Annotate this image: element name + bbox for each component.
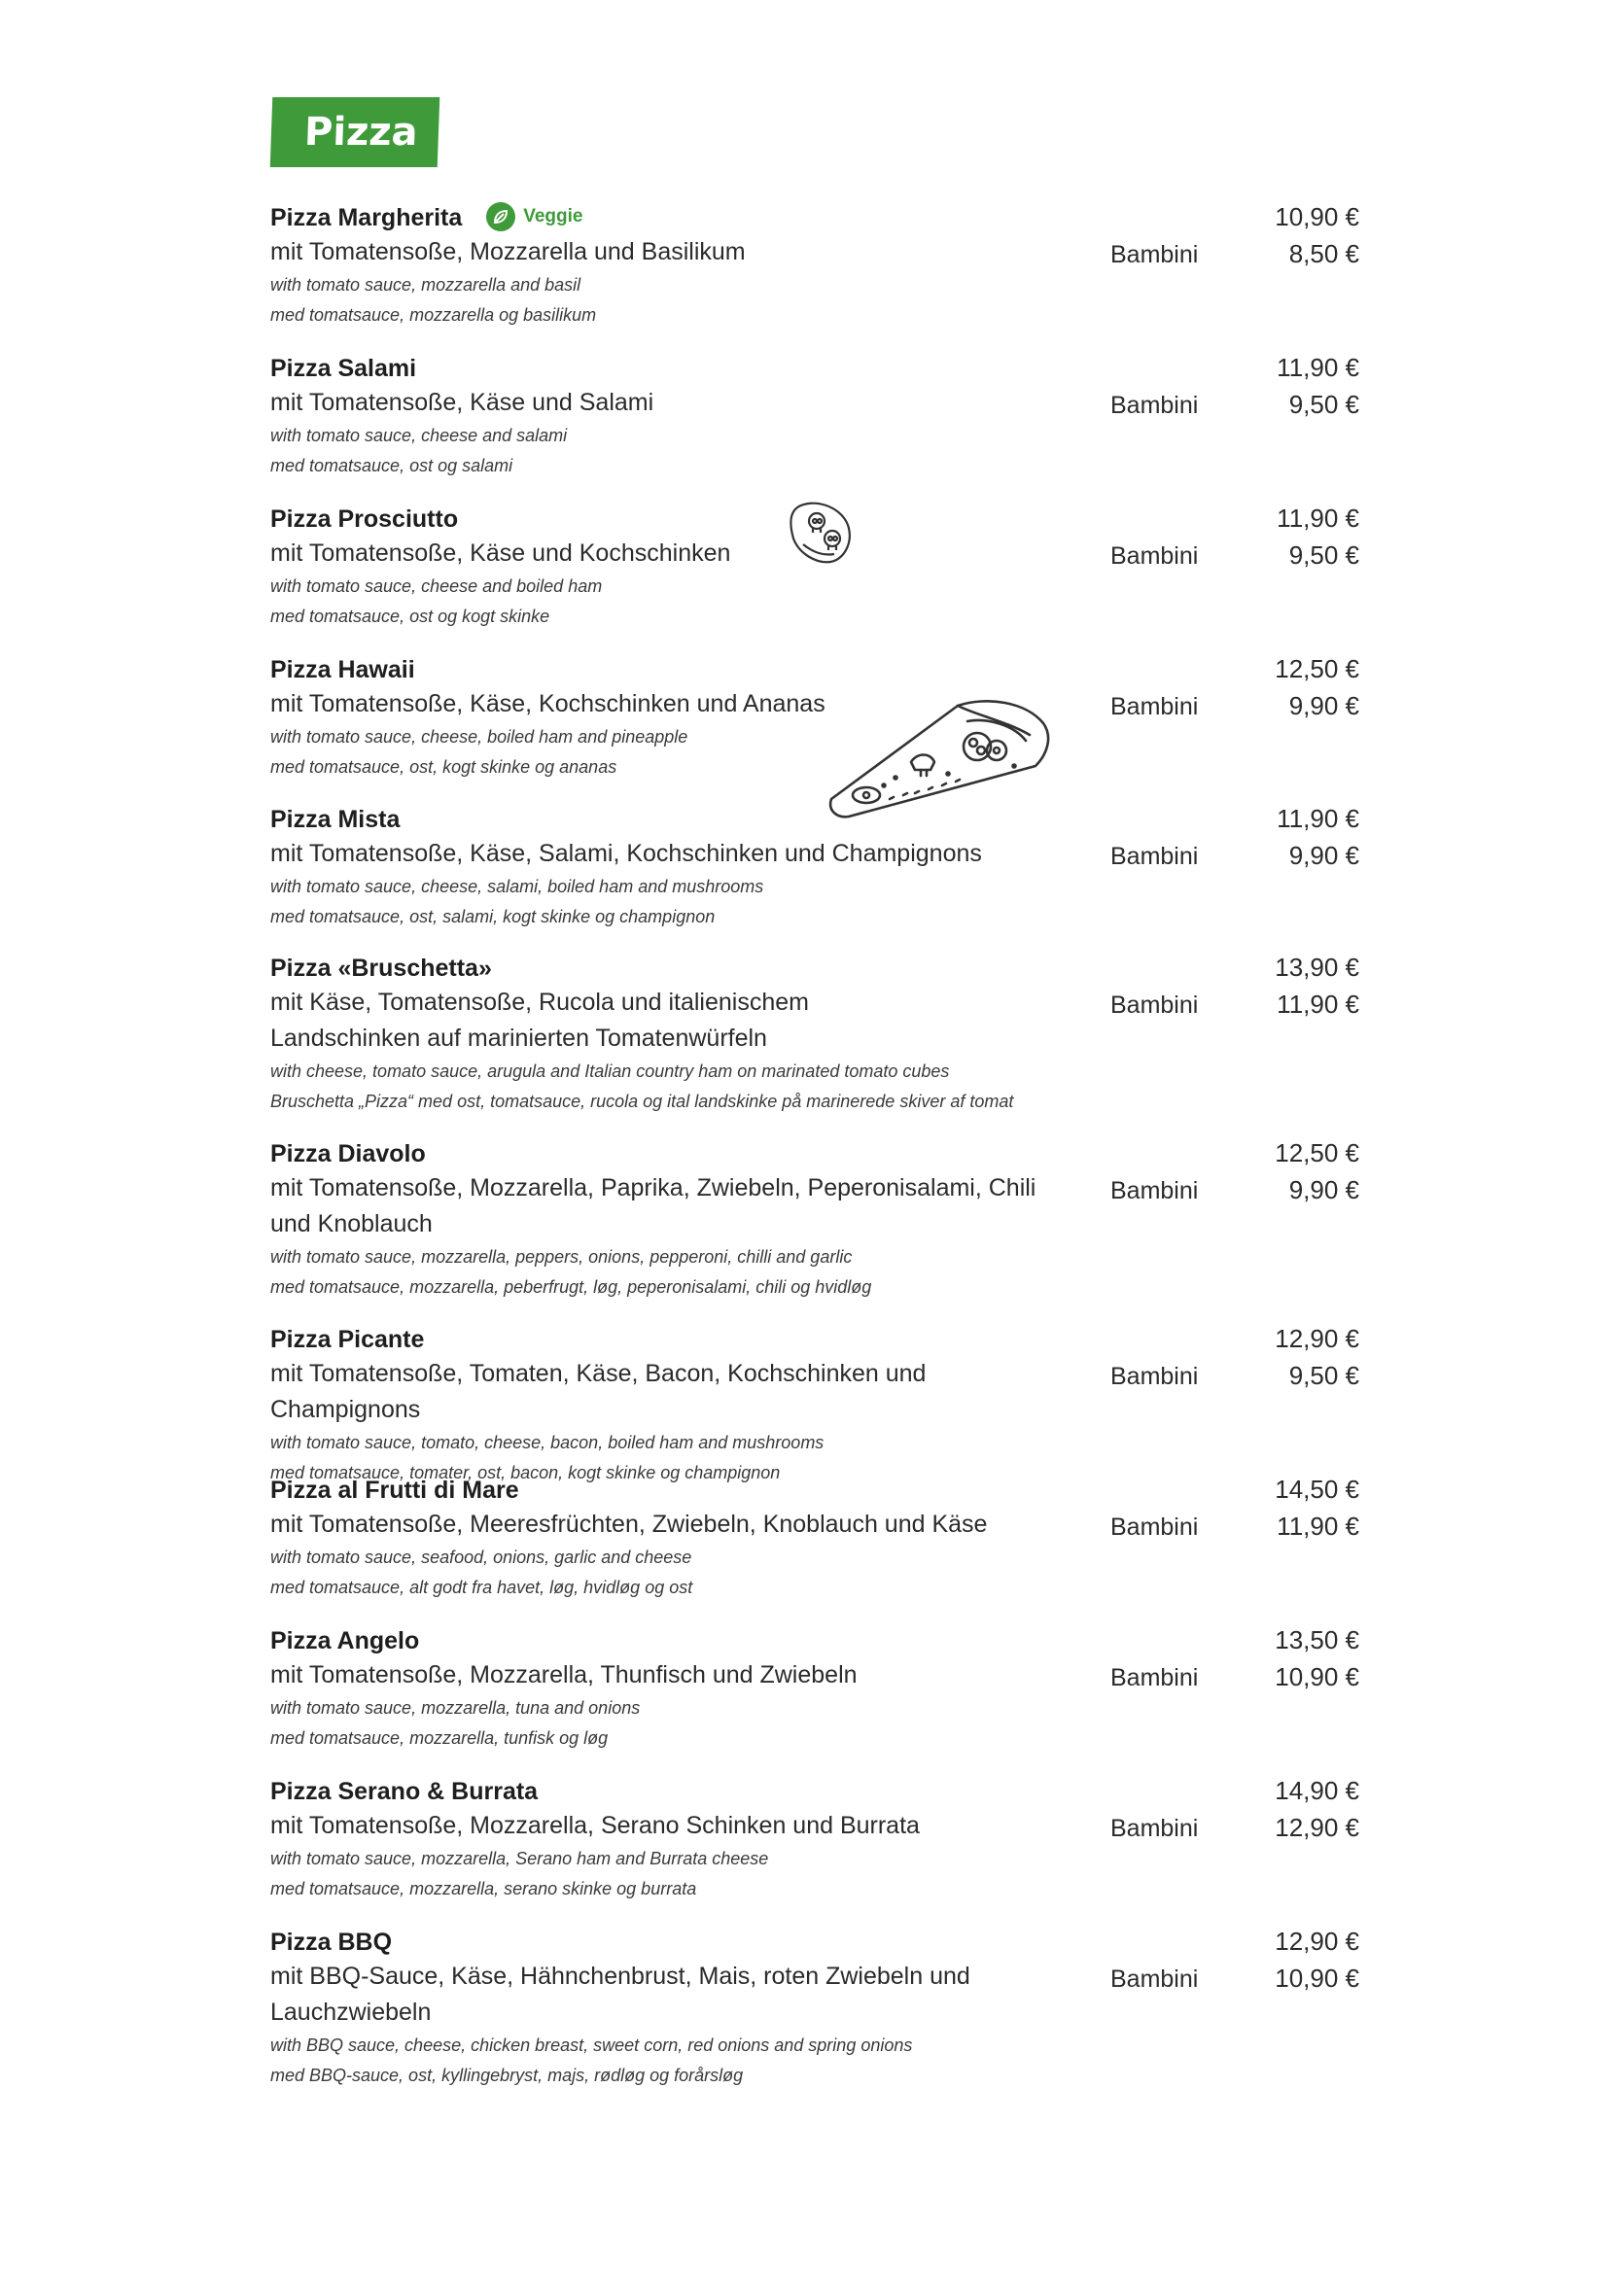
menu-item-bbq bbox=[270, 1926, 1359, 2091]
menu-item-salami bbox=[270, 352, 1359, 481]
item-price-bambini: 9,90 € bbox=[1288, 691, 1359, 720]
bambini-label: Bambini bbox=[1110, 693, 1199, 720]
item-description-en: with tomato sauce, mozzarella, Serano ham and Burrata cheese bbox=[270, 1849, 769, 1868]
item-price-bambini: 9,90 € bbox=[1288, 1175, 1359, 1204]
item-price-bambini: 9,90 € bbox=[1288, 841, 1359, 870]
menu-item-diavolo bbox=[270, 1137, 1359, 1303]
menu-item-picante bbox=[270, 1323, 1359, 1488]
item-description-en: with tomato sauce, cheese, boiled ham and pineapple bbox=[270, 727, 688, 747]
item-price: 12,50 € bbox=[1275, 1138, 1359, 1167]
item-name: Pizza Margherita bbox=[270, 204, 463, 231]
item-description-de: mit Tomatensoße, Käse, Kochschinken und Ananas bbox=[270, 690, 825, 717]
item-price: 12,50 € bbox=[1275, 654, 1359, 683]
item-description-de: mit Tomatensoße, Käse und Kochschinken bbox=[270, 539, 731, 567]
item-description-en: with BBQ sauce, cheese, chicken breast, sweet corn, red onions and spring onions bbox=[270, 2035, 913, 2055]
item-price: 12,90 € bbox=[1275, 1927, 1359, 1956]
item-price-bambini: 11,90 € bbox=[1277, 990, 1359, 1019]
item-name: Pizza al Frutti di Mare bbox=[270, 1477, 519, 1504]
item-description-de: mit Tomatensoße, Käse, Salami, Kochschinken und Champignons bbox=[270, 840, 982, 867]
item-price: 11,90 € bbox=[1277, 353, 1359, 382]
bambini-label: Bambini bbox=[1110, 1363, 1199, 1390]
section-title: Pizza bbox=[270, 97, 440, 167]
bambini-label: Bambini bbox=[1110, 241, 1199, 268]
item-price: 14,90 € bbox=[1275, 1776, 1359, 1805]
bambini-label: Bambini bbox=[1110, 1177, 1199, 1204]
item-price-bambini: 9,50 € bbox=[1288, 540, 1359, 570]
bambini-label: Bambini bbox=[1110, 843, 1199, 870]
item-price: 13,50 € bbox=[1275, 1625, 1359, 1654]
item-price: 10,90 € bbox=[1275, 202, 1359, 231]
pizza-slice-illustration-icon bbox=[822, 692, 1055, 822]
item-name: Pizza Angelo bbox=[270, 1627, 420, 1654]
item-description-de: mit Tomatensoße, Mozzarella, Thunfisch und Zwiebeln bbox=[270, 1661, 858, 1688]
item-name: Pizza Diavolo bbox=[270, 1140, 426, 1167]
item-description-en: with tomato sauce, seafood, onions, garlic and cheese bbox=[270, 1548, 692, 1567]
item-description-da: med tomatsauce, ost, salami, kogt skinke og champignon bbox=[270, 907, 716, 926]
item-price-bambini: 8,50 € bbox=[1288, 239, 1359, 268]
bambini-label: Bambini bbox=[1110, 1664, 1199, 1691]
item-description-en: with tomato sauce, mozzarella, peppers, onions, pepperoni, chilli and garlic bbox=[270, 1247, 853, 1267]
item-description-da: med tomatsauce, mozzarella, serano skinke og burrata bbox=[270, 1879, 697, 1898]
item-description-da: med tomatsauce, ost og kogt skinke bbox=[270, 607, 550, 626]
item-description-de: mit BBQ-Sauce, Käse, Hähnchenbrust, Mais, roten Zwiebeln und Lauchzwiebeln bbox=[270, 1963, 970, 2026]
item-description-de: mit Tomatensoße, Käse und Salami bbox=[270, 389, 654, 416]
item-price: 11,90 € bbox=[1277, 504, 1359, 533]
bambini-label: Bambini bbox=[1110, 392, 1199, 419]
item-description-da: med tomatsauce, ost og salami bbox=[270, 456, 513, 475]
item-description-da: Bruschetta „Pizza“ med ost, tomatsauce, rucola og ital landskinke på marinerede skiver af tomat bbox=[270, 1092, 1014, 1111]
item-description-da: med tomatsauce, mozzarella, peberfrugt, løg, peperonisalami, chili og hvidløg bbox=[270, 1277, 872, 1297]
bambini-label: Bambini bbox=[1110, 542, 1199, 570]
item-price-bambini: 9,50 € bbox=[1288, 390, 1359, 419]
item-name: Pizza Serano & Burrata bbox=[270, 1778, 539, 1805]
item-price-bambini: 10,90 € bbox=[1275, 1964, 1359, 1993]
veggie-badge bbox=[486, 200, 582, 233]
item-description-da: med tomatsauce, alt godt fra havet, løg, hvidløg og ost bbox=[270, 1578, 693, 1597]
item-description-da: med tomatsauce, mozzarella, tunfisk og løg bbox=[270, 1728, 609, 1748]
item-price-bambini: 9,50 € bbox=[1288, 1361, 1359, 1390]
item-description-en: with tomato sauce, cheese and boiled ham bbox=[270, 576, 603, 596]
item-name: Pizza «Bruschetta» bbox=[270, 955, 492, 982]
menu-item-serano-burrata bbox=[270, 1775, 1359, 1904]
item-name: Pizza Mista bbox=[270, 806, 401, 833]
item-description-de: mit Tomatensoße, Mozzarella und Basilikum bbox=[270, 238, 746, 265]
item-description-en: with tomato sauce, cheese, salami, boiled ham and mushrooms bbox=[270, 877, 764, 896]
item-name: Pizza BBQ bbox=[270, 1929, 393, 1956]
menu-item-bruschetta bbox=[270, 952, 1359, 1117]
bambini-label: Bambini bbox=[1110, 1513, 1199, 1541]
item-price: 12,90 € bbox=[1275, 1324, 1359, 1353]
bambini-label: Bambini bbox=[1110, 1815, 1199, 1842]
item-price-bambini: 12,90 € bbox=[1275, 1813, 1359, 1842]
item-price-bambini: 10,90 € bbox=[1275, 1662, 1359, 1691]
item-description-de: mit Käse, Tomatensoße, Rucola und italienischem Landschinken auf marinierten Tomatenwürfeln bbox=[270, 989, 809, 1052]
menu-item-margherita bbox=[270, 201, 1359, 330]
item-price-bambini: 11,90 € bbox=[1277, 1512, 1359, 1541]
bambini-label: Bambini bbox=[1110, 991, 1199, 1019]
item-price: 14,50 € bbox=[1275, 1475, 1359, 1504]
item-name: Pizza Picante bbox=[270, 1326, 425, 1353]
item-description-da: med BBQ-sauce, ost, kyllingebryst, majs, rødløg og forårsløg bbox=[270, 2066, 744, 2085]
item-name: Pizza Salami bbox=[270, 355, 417, 382]
item-description-en: with cheese, tomato sauce, arugula and Italian country ham on marinated tomato cubes bbox=[270, 1061, 950, 1081]
item-description-de: mit Tomatensoße, Tomaten, Käse, Bacon, Kochschinken und Champignons bbox=[270, 1360, 927, 1423]
item-name: Pizza Prosciutto bbox=[270, 505, 459, 533]
item-description-de: mit Tomatensoße, Mozzarella, Serano Schinken und Burrata bbox=[270, 1812, 920, 1839]
item-description-en: with tomato sauce, mozzarella, tuna and onions bbox=[270, 1698, 641, 1718]
item-price: 13,90 € bbox=[1275, 953, 1359, 982]
menu-item-mista bbox=[270, 803, 1359, 932]
menu-item-frutti-di-mare bbox=[270, 1474, 1359, 1603]
menu-item-hawaii bbox=[270, 653, 1359, 783]
item-description-da: med tomatsauce, tomater, ost, bacon, kogt skinke og champignon bbox=[270, 1463, 781, 1482]
item-price: 11,90 € bbox=[1277, 804, 1359, 833]
leaf-icon bbox=[486, 202, 515, 231]
item-description-da: med tomatsauce, ost, kogt skinke og ananas bbox=[270, 757, 617, 777]
menu-item-angelo bbox=[270, 1624, 1359, 1754]
item-description-en: with tomato sauce, cheese and salami bbox=[270, 426, 568, 445]
item-description-en: with tomato sauce, tomato, cheese, bacon, boiled ham and mushrooms bbox=[270, 1433, 825, 1452]
bambini-label: Bambini bbox=[1110, 1966, 1199, 1993]
mushroom-illustration-icon bbox=[784, 496, 856, 568]
item-description-de: mit Tomatensoße, Mozzarella, Paprika, Zwiebeln, Peperonisalami, Chili und Knoblauch bbox=[270, 1174, 1036, 1237]
veggie-label: Veggie bbox=[523, 206, 583, 227]
item-name: Pizza Hawaii bbox=[270, 656, 415, 683]
item-description-de: mit Tomatensoße, Meeresfrüchten, Zwiebeln, Knoblauch und Käse bbox=[270, 1511, 988, 1538]
item-description-en: with tomato sauce, mozzarella and basil bbox=[270, 275, 581, 295]
item-description-da: med tomatsauce, mozzarella og basilikum bbox=[270, 305, 597, 325]
